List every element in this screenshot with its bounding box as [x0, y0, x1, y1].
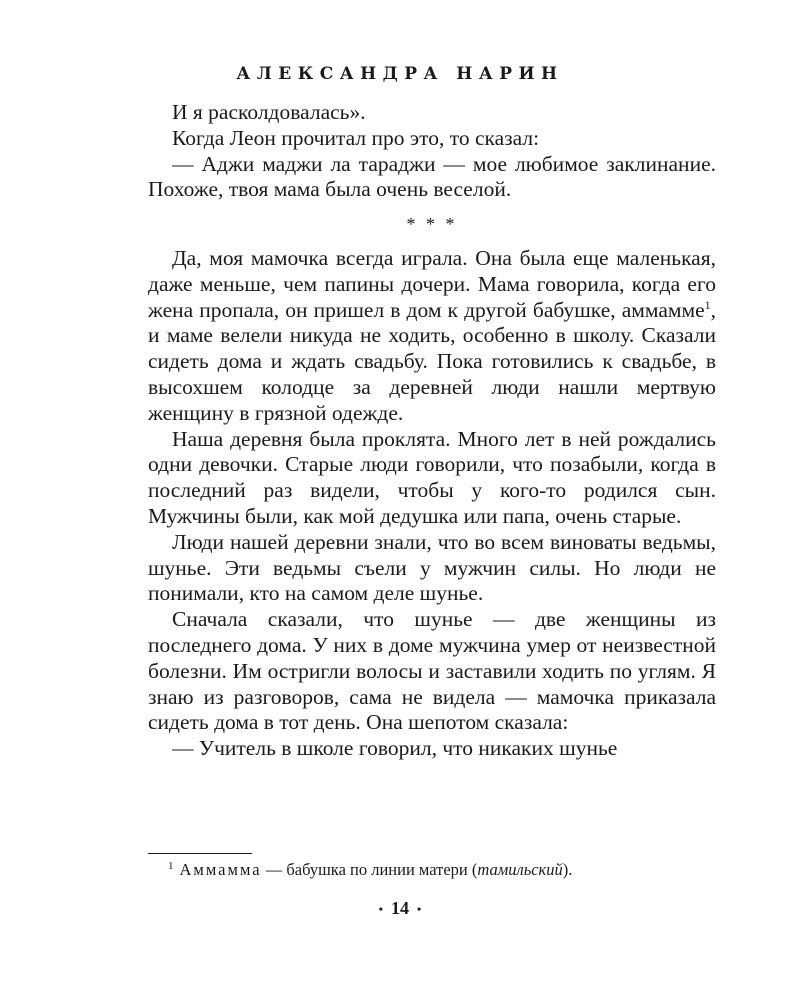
- paragraph: И я расколдовалась».: [172, 100, 366, 124]
- folio-dot-right: •: [417, 902, 422, 917]
- footnote-definition: — бабушка по линии матери (: [261, 860, 478, 879]
- footnote-language: тамильский: [477, 860, 563, 879]
- section-separator: * * *: [406, 214, 458, 235]
- paragraph-text: Да, моя мамочка всегда играла. Она была еще маленькая, даже меньше, чем папины дочери. Мама говорила, когда его жена пропала, он пришел в дом к другой бабушке, аммамме: [148, 245, 716, 322]
- footnote-divider: [148, 853, 252, 854]
- paragraph: [148, 246, 716, 427]
- main-text: [148, 100, 716, 762]
- folio-dot-left: •: [378, 902, 383, 917]
- page-number-value: 14: [391, 898, 409, 918]
- footnote-number: 1: [168, 859, 174, 872]
- footnote-reference: 1: [704, 297, 711, 312]
- paragraph: Когда Леон прочитал про это, то сказал:: [172, 125, 540, 150]
- footnote: [168, 860, 716, 880]
- page-number: [0, 898, 800, 919]
- paragraph: Люди нашей деревни знали, что во всем виноваты ведьмы, шунье. Эти ведьмы съели у мужчин силы. Но люди не понимали, кто на самом деле шунье.: [148, 529, 716, 606]
- paragraph-text: , и маме велели никуда не ходить, особенно в школу. Сказали сидеть дома и ждать свадьбу. Пока готовились к свадьбе, в высохшем колодце за деревней люди нашли мертвую женщину в грязной одежде.: [148, 297, 716, 425]
- paragraph: — Аджи маджи ла тараджи — мое любимое заклинание. Похоже, твоя мама была очень веселой.: [148, 151, 716, 202]
- paragraph: Сначала сказали, что шунье — две женщины из последнего дома. У них в доме мужчина умер от неизвестной болезни. Им остригли волосы и заставили ходить по углям. Я знаю из разговоров, сама не видела — мамочка приказала сидеть дома в тот день. Она шепотом сказала:: [148, 607, 716, 735]
- paragraph: Наша деревня была проклята. Много лет в ней рождались одни девочки. Старые люди говорили, что позабыли, когда в последний раз видели, чтобы у кого-то родился сын. Мужчины были, как мой дедушка или папа, очень старые.: [148, 426, 716, 528]
- paragraph: — Учитель в школе говорил, что никаких шунье: [172, 736, 618, 761]
- running-head: АЛЕКСАНДРА НАРИН: [236, 64, 564, 84]
- footnote-closing: ).: [562, 860, 573, 879]
- footnote-term: Аммамма: [179, 860, 262, 879]
